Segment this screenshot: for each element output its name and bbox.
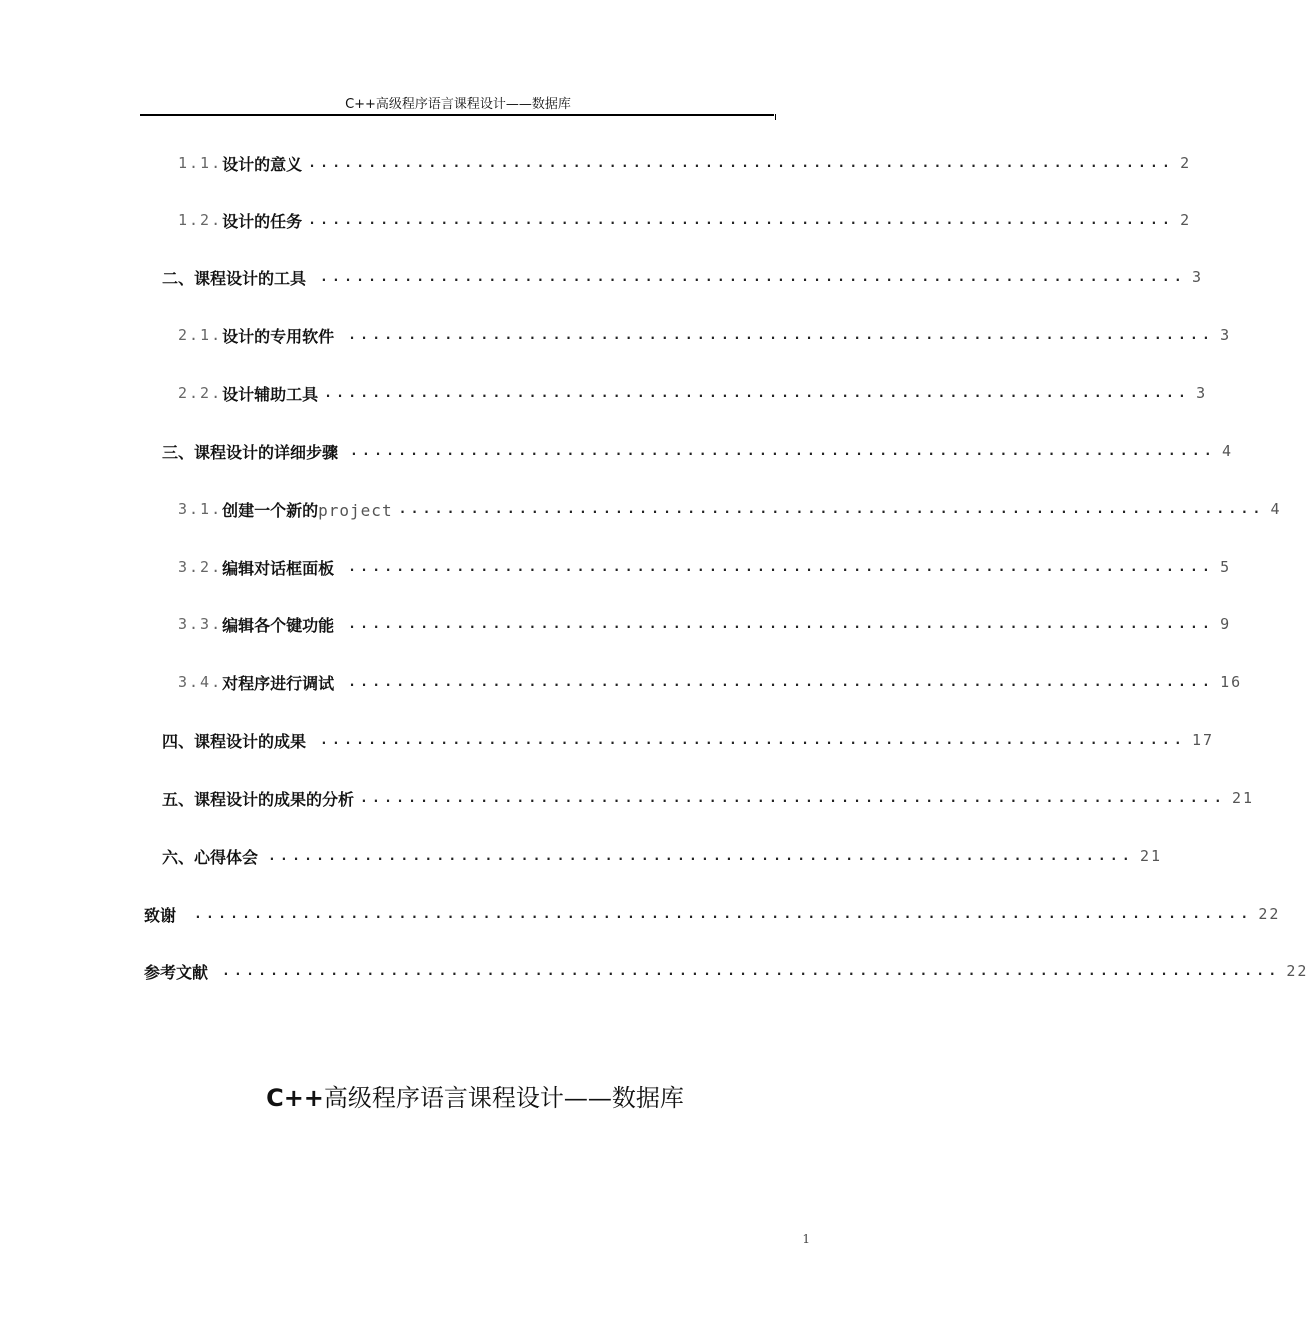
toc-leader-dots: ........................................................................ <box>348 674 1215 690</box>
toc-entry-page: 4 <box>1221 442 1233 460</box>
toc-entry-title <box>222 498 392 521</box>
toc-entry[interactable] <box>178 667 1243 697</box>
toc-leader-dots: ........................................................................ <box>348 559 1215 575</box>
toc-entry-page: 22 <box>1286 962 1308 980</box>
toc-entry-title: 设计辅助工具 <box>222 384 319 404</box>
toc-entry[interactable] <box>178 552 1232 582</box>
toc-leader-dots: ........................................................................ <box>320 732 1186 748</box>
toc-entry-page: 9 <box>1220 615 1232 633</box>
header-rule <box>140 114 774 116</box>
toc-entry-number: 3.3. <box>178 615 223 633</box>
toc-entry[interactable] <box>178 205 1192 235</box>
toc-entry-number: 五、 <box>162 789 195 809</box>
document-title-latin: C++ <box>266 1084 324 1112</box>
toc-entry-page: 21 <box>1231 789 1255 807</box>
toc-entry-page: 3 <box>1220 326 1232 344</box>
toc-entry-title: 课程设计的成果 <box>194 731 307 751</box>
toc-entry-title: 对程序进行调试 <box>222 673 335 693</box>
toc-entry-number: 六、 <box>162 847 195 867</box>
toc-entry-number: 3.2. <box>178 558 223 576</box>
toc-entry-number: 二、 <box>162 268 195 288</box>
toc-leader-dots: ........................................................................ <box>398 501 1265 517</box>
toc-entry-page: 22 <box>1258 905 1281 923</box>
toc-leader-dots: ........................................................................ <box>308 155 1175 171</box>
toc-entry[interactable] <box>178 320 1232 350</box>
toc-leader-dots: ........................................................................ <box>320 269 1186 285</box>
toc-entry-number: 3.1. <box>178 500 223 518</box>
toc-entry[interactable] <box>162 436 1233 466</box>
toc-leader-dots: ........................................................................................ <box>194 906 1253 922</box>
toc-entry-page: 2 <box>1180 154 1192 172</box>
toc-entry-page: 16 <box>1220 673 1243 691</box>
toc-entry-title: 设计的专用软件 <box>222 326 335 346</box>
toc-leader-dots: ........................................................................ <box>324 385 1191 401</box>
page-number: 1 <box>802 1232 810 1246</box>
toc-entry-title: 编辑对话框面板 <box>222 558 335 578</box>
toc-entry[interactable] <box>162 783 1255 813</box>
toc-entry[interactable] <box>178 148 1192 178</box>
toc-entry-number: 1.1. <box>178 154 223 172</box>
toc-leader-dots: ........................................................................ <box>360 790 1226 806</box>
toc-entry[interactable] <box>162 262 1203 292</box>
toc-entry-title-suffix: project <box>318 500 393 520</box>
document-title-cjk: 高级程序语言课程设计——数据库 <box>323 1084 684 1112</box>
toc-entry-page: 21 <box>1139 847 1163 865</box>
toc-entry-number: 2.2. <box>178 384 223 402</box>
toc-entry-number: 1.2. <box>178 211 223 229</box>
toc-entry-page: 2 <box>1180 211 1192 229</box>
toc-leader-dots: ........................................................................ <box>348 327 1215 343</box>
toc-leader-dots: ........................................................................ <box>350 443 1216 459</box>
toc-entry-number: 四、 <box>162 731 195 751</box>
toc-entry[interactable] <box>162 841 1163 871</box>
toc-entry[interactable] <box>178 378 1208 408</box>
toc-entry-page: 3 <box>1191 268 1203 286</box>
toc-entry-title: 设计的任务 <box>222 211 303 231</box>
toc-entry-page: 3 <box>1196 384 1208 402</box>
toc-entry-number: 2.1. <box>178 326 223 344</box>
toc-entry-number: 三、 <box>162 442 195 462</box>
toc-entry-page: 17 <box>1191 731 1215 749</box>
toc-entry-title: 编辑各个键功能 <box>222 615 335 635</box>
document-title <box>0 1078 950 1113</box>
running-header: C++高级程序语言课程设计——数据库 <box>345 97 571 112</box>
toc-leader-dots: ........................................................................ <box>308 212 1175 228</box>
toc-entry[interactable] <box>144 956 1308 986</box>
toc-entry-title: 参考文献 <box>144 962 209 982</box>
toc-entry-title-text: 创建一个新的 <box>222 500 319 520</box>
toc-leader-dots: ........................................................................................ <box>222 963 1281 979</box>
toc-entry[interactable] <box>162 725 1215 755</box>
toc-entry-title: 设计的意义 <box>222 154 303 174</box>
toc-leader-dots: ........................................................................ <box>348 616 1215 632</box>
toc-entry[interactable] <box>178 609 1232 639</box>
toc-entry[interactable] <box>144 899 1281 929</box>
toc-entry-page: 5 <box>1220 558 1232 576</box>
toc-entry-number: 3.4. <box>178 673 223 691</box>
toc-entry-title: 课程设计的成果的分析 <box>194 789 355 809</box>
toc-leader-dots: ........................................................................ <box>268 848 1134 864</box>
toc-entry-page: 4 <box>1270 500 1282 518</box>
toc-entry-title: 致谢 <box>144 905 177 925</box>
toc-entry-title: 心得体会 <box>194 847 259 867</box>
toc-entry-title: 课程设计的详细步骤 <box>194 442 339 462</box>
toc-entry[interactable] <box>178 494 1282 524</box>
toc-entry-title: 课程设计的工具 <box>194 268 307 288</box>
